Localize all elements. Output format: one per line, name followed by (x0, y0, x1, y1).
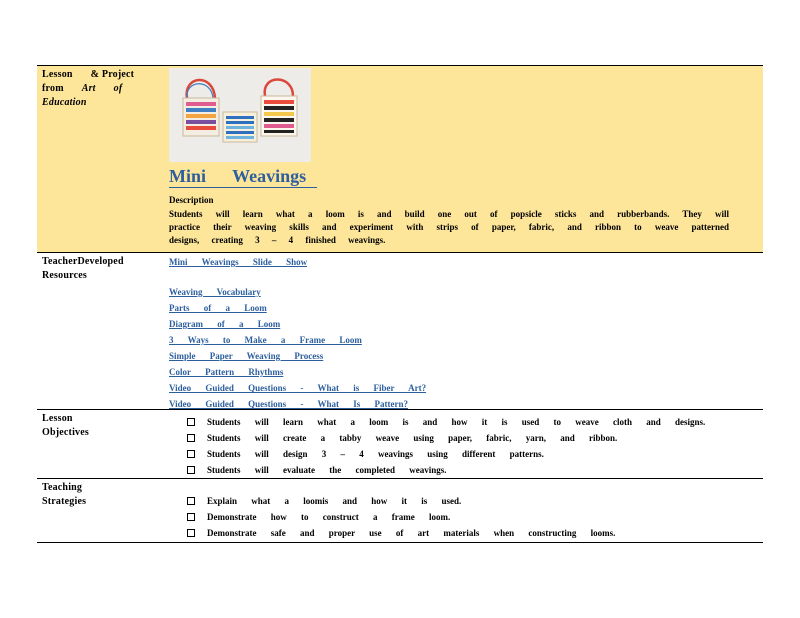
checkbox-bullet-icon (187, 529, 195, 537)
strategies-list (187, 493, 747, 541)
list-item: Students will design 3 – 4 weavings using different patterns. (187, 446, 747, 462)
lesson-title: Mini Weavings (169, 165, 317, 188)
checkbox-bullet-icon (187, 450, 195, 458)
list-item: Students will learn what a loom is and how it is used to weave cloth and designs. (187, 414, 747, 430)
label-lesson: Lesson (42, 69, 73, 80)
list-item: Explain what a loomis and how it is used. (187, 493, 747, 509)
weavings-photo (169, 68, 311, 162)
checkbox-bullet-icon (187, 434, 195, 442)
label-of: of (113, 83, 123, 94)
list-item: Students will evaluate the completed weavings. (187, 462, 747, 478)
resource-link-color-pattern[interactable]: Color Pattern Rhythms (169, 367, 284, 377)
lesson-description: Students will learn what a loom is and build one out of popsicle sticks and rubberbands. They will practice their weaving skills and experiment with strips of paper, fabric, and ribbon to weave patterned designs, creating 3 – 4 finished weavings. (169, 209, 729, 245)
label-objectives: Objectives (42, 427, 89, 438)
list-item: Demonstrate safe and proper use of art materials when constructing looms. (187, 525, 747, 541)
checkbox-bullet-icon (187, 466, 195, 474)
label-from: from (42, 83, 64, 94)
objectives-label (42, 412, 162, 440)
list-item: Demonstrate how to construct a frame loom. (187, 509, 747, 525)
strategies-row (37, 479, 763, 542)
checkbox-bullet-icon (187, 418, 195, 426)
label-education: Education (42, 97, 87, 108)
objectives-row (37, 410, 763, 479)
checkbox-bullet-icon (187, 497, 195, 505)
resource-link-vocabulary[interactable]: Weaving Vocabulary (169, 287, 261, 297)
lesson-table (37, 65, 763, 543)
resource-link-diagram[interactable]: Diagram of a Loom (169, 319, 281, 329)
strategies-label: Teaching Strategies (42, 482, 87, 507)
label-art: Art (81, 83, 96, 94)
resources-row (37, 253, 763, 410)
weavings-image (169, 68, 311, 162)
resource-link-paper-weaving[interactable]: Simple Paper Weaving Process (169, 351, 324, 361)
description-label: Description (169, 195, 214, 205)
resource-link-frame-loom[interactable]: 3 Ways to Make a Frame Loom (169, 335, 362, 345)
resource-links (169, 255, 469, 413)
resource-link-pattern-video[interactable]: Video Guided Questions - What Is Pattern? (169, 399, 409, 409)
resource-link-slide-show[interactable]: Mini Weavings Slide Show (169, 257, 308, 267)
list-item: Students will create a tabby weave using paper, fabric, yarn, and ribbon. (187, 430, 747, 446)
label-resources: Resources (42, 270, 87, 281)
objectives-list (187, 414, 747, 478)
lesson-header-row (37, 66, 763, 253)
resource-link-fiber-art-video[interactable]: Video Guided Questions - What is Fiber Art? (169, 383, 427, 393)
checkbox-bullet-icon (187, 513, 195, 521)
resources-label (42, 255, 162, 283)
label-lesson-obj: Lesson (42, 413, 73, 424)
label-teacher-developed: TeacherDeveloped (42, 256, 124, 267)
lesson-source-label (42, 68, 162, 110)
label-project: & Project (90, 69, 135, 80)
resource-link-parts-of-loom[interactable]: Parts of a Loom (169, 303, 267, 313)
